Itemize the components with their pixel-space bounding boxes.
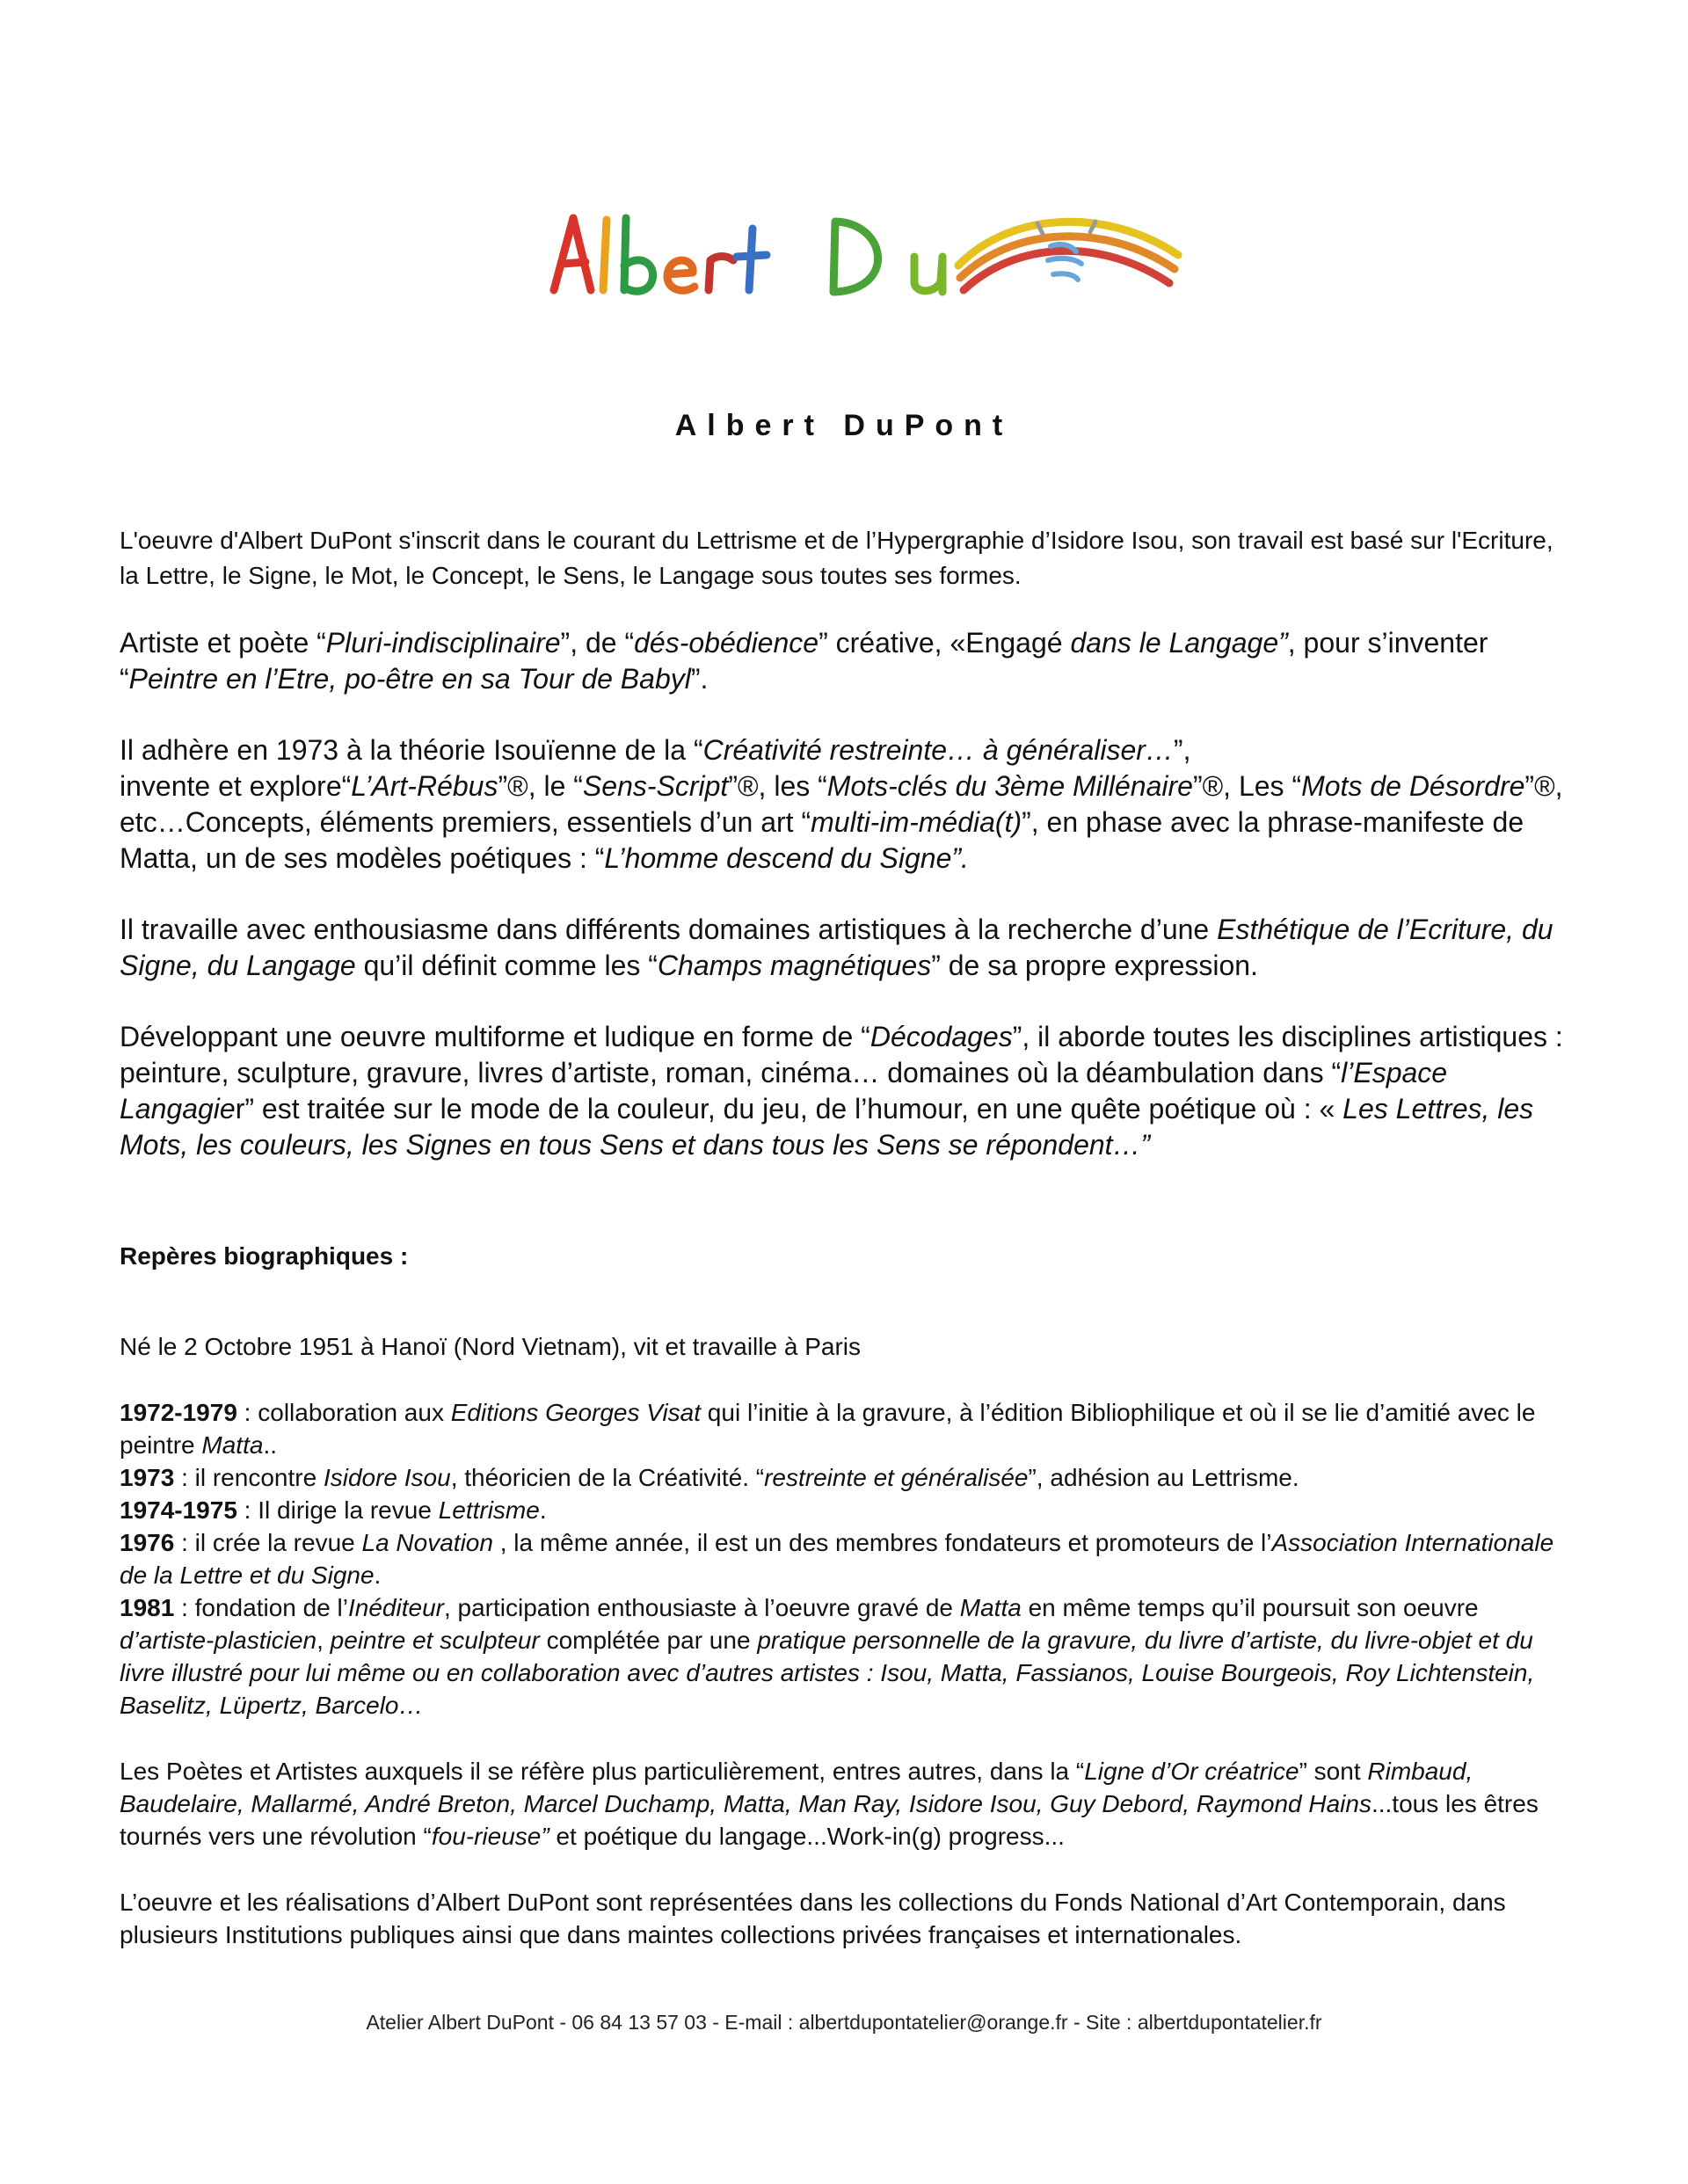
text-span: ”, de “ (560, 627, 635, 659)
italic-span: L’homme descend du Signe”. (604, 842, 969, 874)
italic-span: Décodages (869, 1021, 1013, 1052)
bio-year: 1976 (120, 1529, 175, 1556)
bio-year: 1973 (120, 1464, 175, 1491)
text-span: , la même année, il est un des membres fondateurs et promoteurs de l’ (492, 1529, 1272, 1556)
text-span: ...tous les êtres tournés vers une révolution “ (120, 1790, 1539, 1850)
text-span: : Il dirige la revue (236, 1496, 439, 1524)
text-span: en même temps qu’il poursuit son oeuvre (1021, 1594, 1479, 1621)
text-span: , (316, 1627, 331, 1654)
italic-span: Lettrisme (438, 1496, 540, 1524)
text-span: .. (263, 1431, 277, 1459)
italic-span: Champs magnétiques (657, 950, 932, 981)
artist-paragraph (120, 625, 1579, 697)
italic-span: La Novation (361, 1529, 493, 1556)
text-span: ” de sa propre expression. (931, 950, 1258, 981)
collections-paragraph: L’oeuvre et les réalisations d’Albert DuPont sont représentées dans les collections du Fonds National d’Art Contemporain, dans plusieurs Institutions publiques ainsi que dans maintes collections privées françaises et internationales. (120, 1889, 1506, 1948)
text-span: Il travaille avec enthousiasme dans différents domaines artistiques à la recherche d’une (120, 914, 1218, 945)
intro-paragraph: L'oeuvre d'Albert DuPont s'inscrit dans le courant du Lettrisme et de l’Hypergraphie d’Isidore Isou, son travail est basé sur l'Ecriture, la Lettre, le Signe, le Mot, le Concept, le Sens, le Langage sous toutes ses formes. (120, 527, 1553, 589)
bio-entry-1981 (120, 1591, 1579, 1722)
page-title: Albert DuPont (674, 409, 1014, 442)
text-span: ”, (1173, 734, 1191, 766)
italic-span: Créativité restreinte… à généraliser… (702, 734, 1174, 766)
italic-span: Association Internationale de la Lettre et du Signe (120, 1529, 1554, 1589)
italic-span: Pluri-indisciplinaire (325, 627, 561, 659)
text-span: qu’il définit comme les “ (355, 950, 658, 981)
italic-span: Matta (959, 1594, 1022, 1621)
text-span: Les Poètes et Artistes auxquels il se réfère plus particulièrement, entres autres, dans la “ (120, 1758, 1085, 1785)
italic-span: Mots-clés du 3ème Millénaire (826, 770, 1193, 802)
text-span: r” est traitée sur le mode de la couleur, du jeu, de l’humour, en une quête poétique où : « (235, 1093, 1343, 1125)
text-span: Développant une oeuvre multiforme et ludique en forme de “ (120, 1021, 870, 1052)
text-span: ”, en phase avec la phrase-manifeste de Matta, un de ses modèles poétiques : “ (120, 806, 1524, 874)
bio-entry-1976 (120, 1526, 1579, 1591)
text-span: , pour s’inventer “ (120, 627, 1488, 695)
italic-span: dés-obédience (634, 627, 819, 659)
text-span: : collaboration aux (236, 1399, 451, 1426)
theory-paragraph (120, 732, 1579, 877)
text-span: Il adhère en 1973 à la théorie Isouïenne de la “ (120, 734, 703, 766)
text-span: : il rencontre (174, 1464, 324, 1491)
text-span: ”®, le “ (498, 770, 583, 802)
italic-span: Isidore Isou (323, 1464, 451, 1491)
text-span: ”, il aborde toutes les disciplines artistiques : peinture, sculpture, gravure, livres d’artiste, roman, cinéma… domaines où la déambulation dans “ (120, 1021, 1563, 1088)
bio-section-title: Repères biographiques : (120, 1242, 409, 1270)
italic-span: dans le Langage” (1070, 627, 1288, 659)
italic-span: pratique personnelle de la gravure, du livre d’artiste, du livre-objet et du livre illustré pour lui même ou en collaboration avec d’autres artistes : Isou, Matta, Fassianos, Louise Bourgeois, Roy Lichtenstein, Baselitz, Lüpertz, Barcelo… (120, 1627, 1535, 1719)
work-paragraph (120, 1019, 1579, 1163)
italic-span: Les Lettres, les Mots, les couleurs, les Signes en tous Sens et dans tous les Sens se répondent…” (120, 1093, 1534, 1161)
albert-dupont-logo (545, 202, 1187, 308)
main-content (120, 523, 1579, 1951)
italic-span: Ligne d’Or créatrice (1084, 1758, 1299, 1785)
text-span: complétée par une (539, 1627, 758, 1654)
text-span: , théoricien de la Créativité. “ (450, 1464, 765, 1491)
italic-span: restreinte et généralisée (764, 1464, 1029, 1491)
italic-span: L’Art-Rébus (351, 770, 498, 802)
contact-footer: Atelier Albert DuPont - 06 84 13 57 03 - E-mail : albertdupontatelier@orange.fr - Site : albertdupontatelier.fr (366, 2011, 1322, 2034)
italic-span: peintre et sculpteur (330, 1627, 540, 1654)
bio-year: 1981 (120, 1594, 175, 1621)
text-span: qui l’initie à la gravure, à l’édition Bibliophilique et où il se lie d’amitié avec le peintre (120, 1399, 1536, 1459)
text-span: ” sont (1299, 1758, 1368, 1785)
italic-span: Editions Georges Visat (450, 1399, 702, 1426)
text-span: ”®, Les “ (1192, 770, 1302, 802)
text-span: ”®, etc…Concepts, éléments premiers, essentiels d’un art “ (120, 770, 1563, 838)
bio-year: 1972-1979 (120, 1399, 237, 1426)
italic-span: l’Espace Langagie (120, 1057, 1448, 1125)
italic-span: Peintre en l’Etre, po-être en sa Tour de Babyl (128, 663, 691, 695)
italic-span: Mots de Désordre (1301, 770, 1525, 802)
bio-entry-1973 (120, 1461, 1579, 1494)
italic-span: Inéditeur (348, 1594, 444, 1621)
italic-span: Rimbaud, Baudelaire, Mallarmé, André Breton, Marcel Duchamp, Matta, Man Ray, Isidore Isou, Guy Debord, Raymond Hains (120, 1758, 1473, 1817)
italic-span: d’artiste-plasticien (120, 1627, 317, 1654)
birth-line: Né le 2 Octobre 1951 à Hanoï (Nord Vietnam), vit et travaille à Paris (120, 1333, 861, 1360)
text-span: . (539, 1496, 547, 1524)
text-span: invente et explore“ (120, 770, 352, 802)
text-span: ”, adhésion au Lettrisme. (1028, 1464, 1299, 1491)
aesthetics-paragraph (120, 912, 1579, 984)
bio-entry-1972 (120, 1396, 1579, 1461)
bio-year: 1974-1975 (120, 1496, 237, 1524)
text-span: et poétique du langage...Work-in(g) progress... (549, 1823, 1065, 1850)
italic-span: Matta (201, 1431, 264, 1459)
text-span: : fondation de l’ (174, 1594, 348, 1621)
italic-span: multi-im-média(t) (811, 806, 1022, 838)
text-span: : il crée la revue (174, 1529, 362, 1556)
text-span: ”. (690, 663, 709, 695)
text-span: . (374, 1562, 382, 1589)
text-span: ” créative, «Engagé (819, 627, 1071, 659)
poets-paragraph (120, 1755, 1579, 1853)
text-span: ”®, les “ (728, 770, 827, 802)
text-span: Artiste et poète “ (120, 627, 326, 659)
italic-span: Sens-Script (582, 770, 729, 802)
italic-span: fou-rieuse” (431, 1823, 549, 1850)
italic-span: Esthétique de l’Ecriture, du Signe, du Langage (120, 914, 1553, 981)
bio-entry-1974 (120, 1494, 1579, 1526)
text-span: , participation enthousiaste à l’oeuvre gravé de (443, 1594, 960, 1621)
